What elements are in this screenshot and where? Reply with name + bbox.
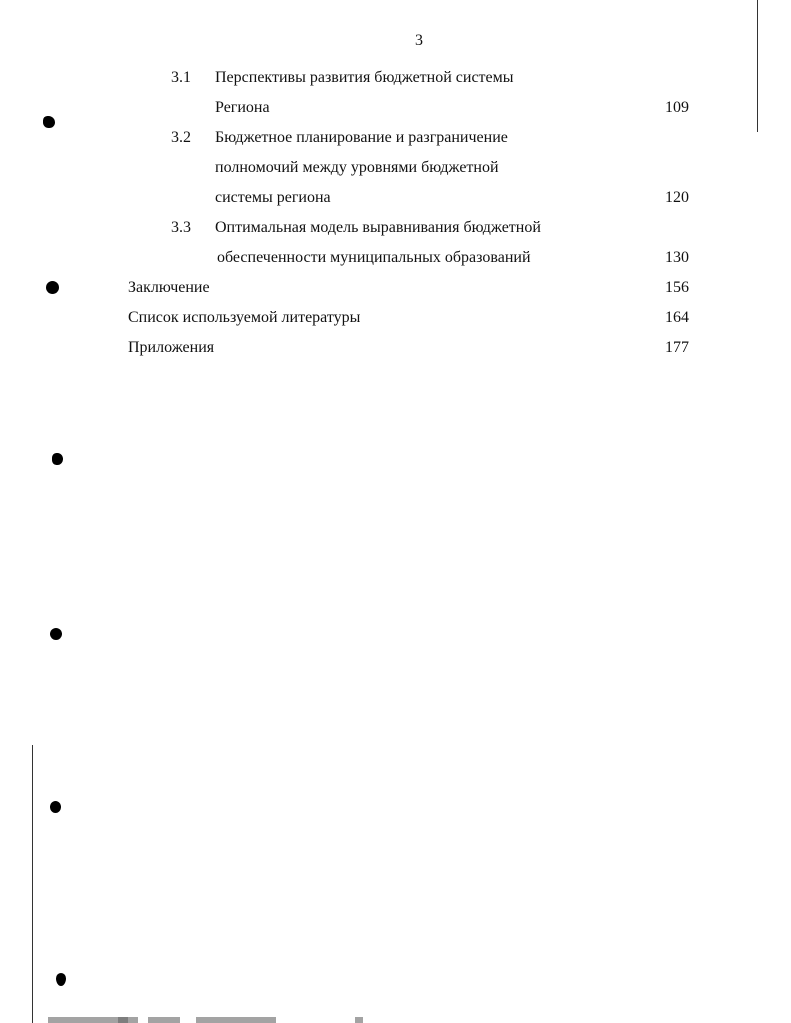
toc-entry-page: 177 (665, 339, 689, 356)
punch-hole-mark (46, 281, 59, 294)
toc-entry-page: 130 (665, 249, 689, 266)
toc-entry-title-line: Оптимальная модель выравнивания бюджетной (215, 219, 541, 236)
toc-entry-title-line: Перспективы развития бюджетной системы (215, 69, 514, 86)
toc-entry-title-line: Бюджетное планирование и разграничение (215, 129, 508, 146)
toc-entry-title-line: Список используемой литературы (128, 309, 361, 326)
toc-entry-title-line: Заключение (128, 279, 210, 296)
page-number: 3 (415, 32, 423, 49)
punch-hole-mark (50, 628, 62, 640)
toc-entry-number: 3.1 (171, 69, 191, 86)
scan-edge-line (32, 745, 33, 1023)
punch-hole-mark (43, 116, 55, 128)
toc-entry-title-line: обеспеченности муниципальных образований (217, 249, 531, 266)
scan-edge-line (757, 0, 758, 132)
toc-entry-number: 3.2 (171, 129, 191, 146)
toc-entry-page: 156 (665, 279, 689, 296)
punch-hole-mark (52, 453, 63, 465)
cutoff-text-artifact (355, 1017, 363, 1023)
cutoff-text-artifact (48, 1017, 128, 1023)
toc-entry-number: 3.3 (171, 219, 191, 236)
toc-entry-page: 120 (665, 189, 689, 206)
cutoff-text-artifact (148, 1017, 180, 1023)
toc-entry-title-line: Приложения (128, 339, 215, 356)
toc-entry-page: 164 (665, 309, 689, 326)
cutoff-text-artifact (118, 1017, 138, 1023)
toc-entry-title-line: Региона (215, 99, 270, 116)
toc-entry-title-line: полномочий между уровнями бюджетной (215, 159, 499, 176)
toc-entry-page: 109 (665, 99, 689, 116)
punch-hole-mark (50, 801, 61, 813)
cutoff-text-artifact (196, 1017, 276, 1023)
punch-hole-mark (56, 973, 66, 986)
toc-entry-title-line: системы региона (215, 189, 331, 206)
